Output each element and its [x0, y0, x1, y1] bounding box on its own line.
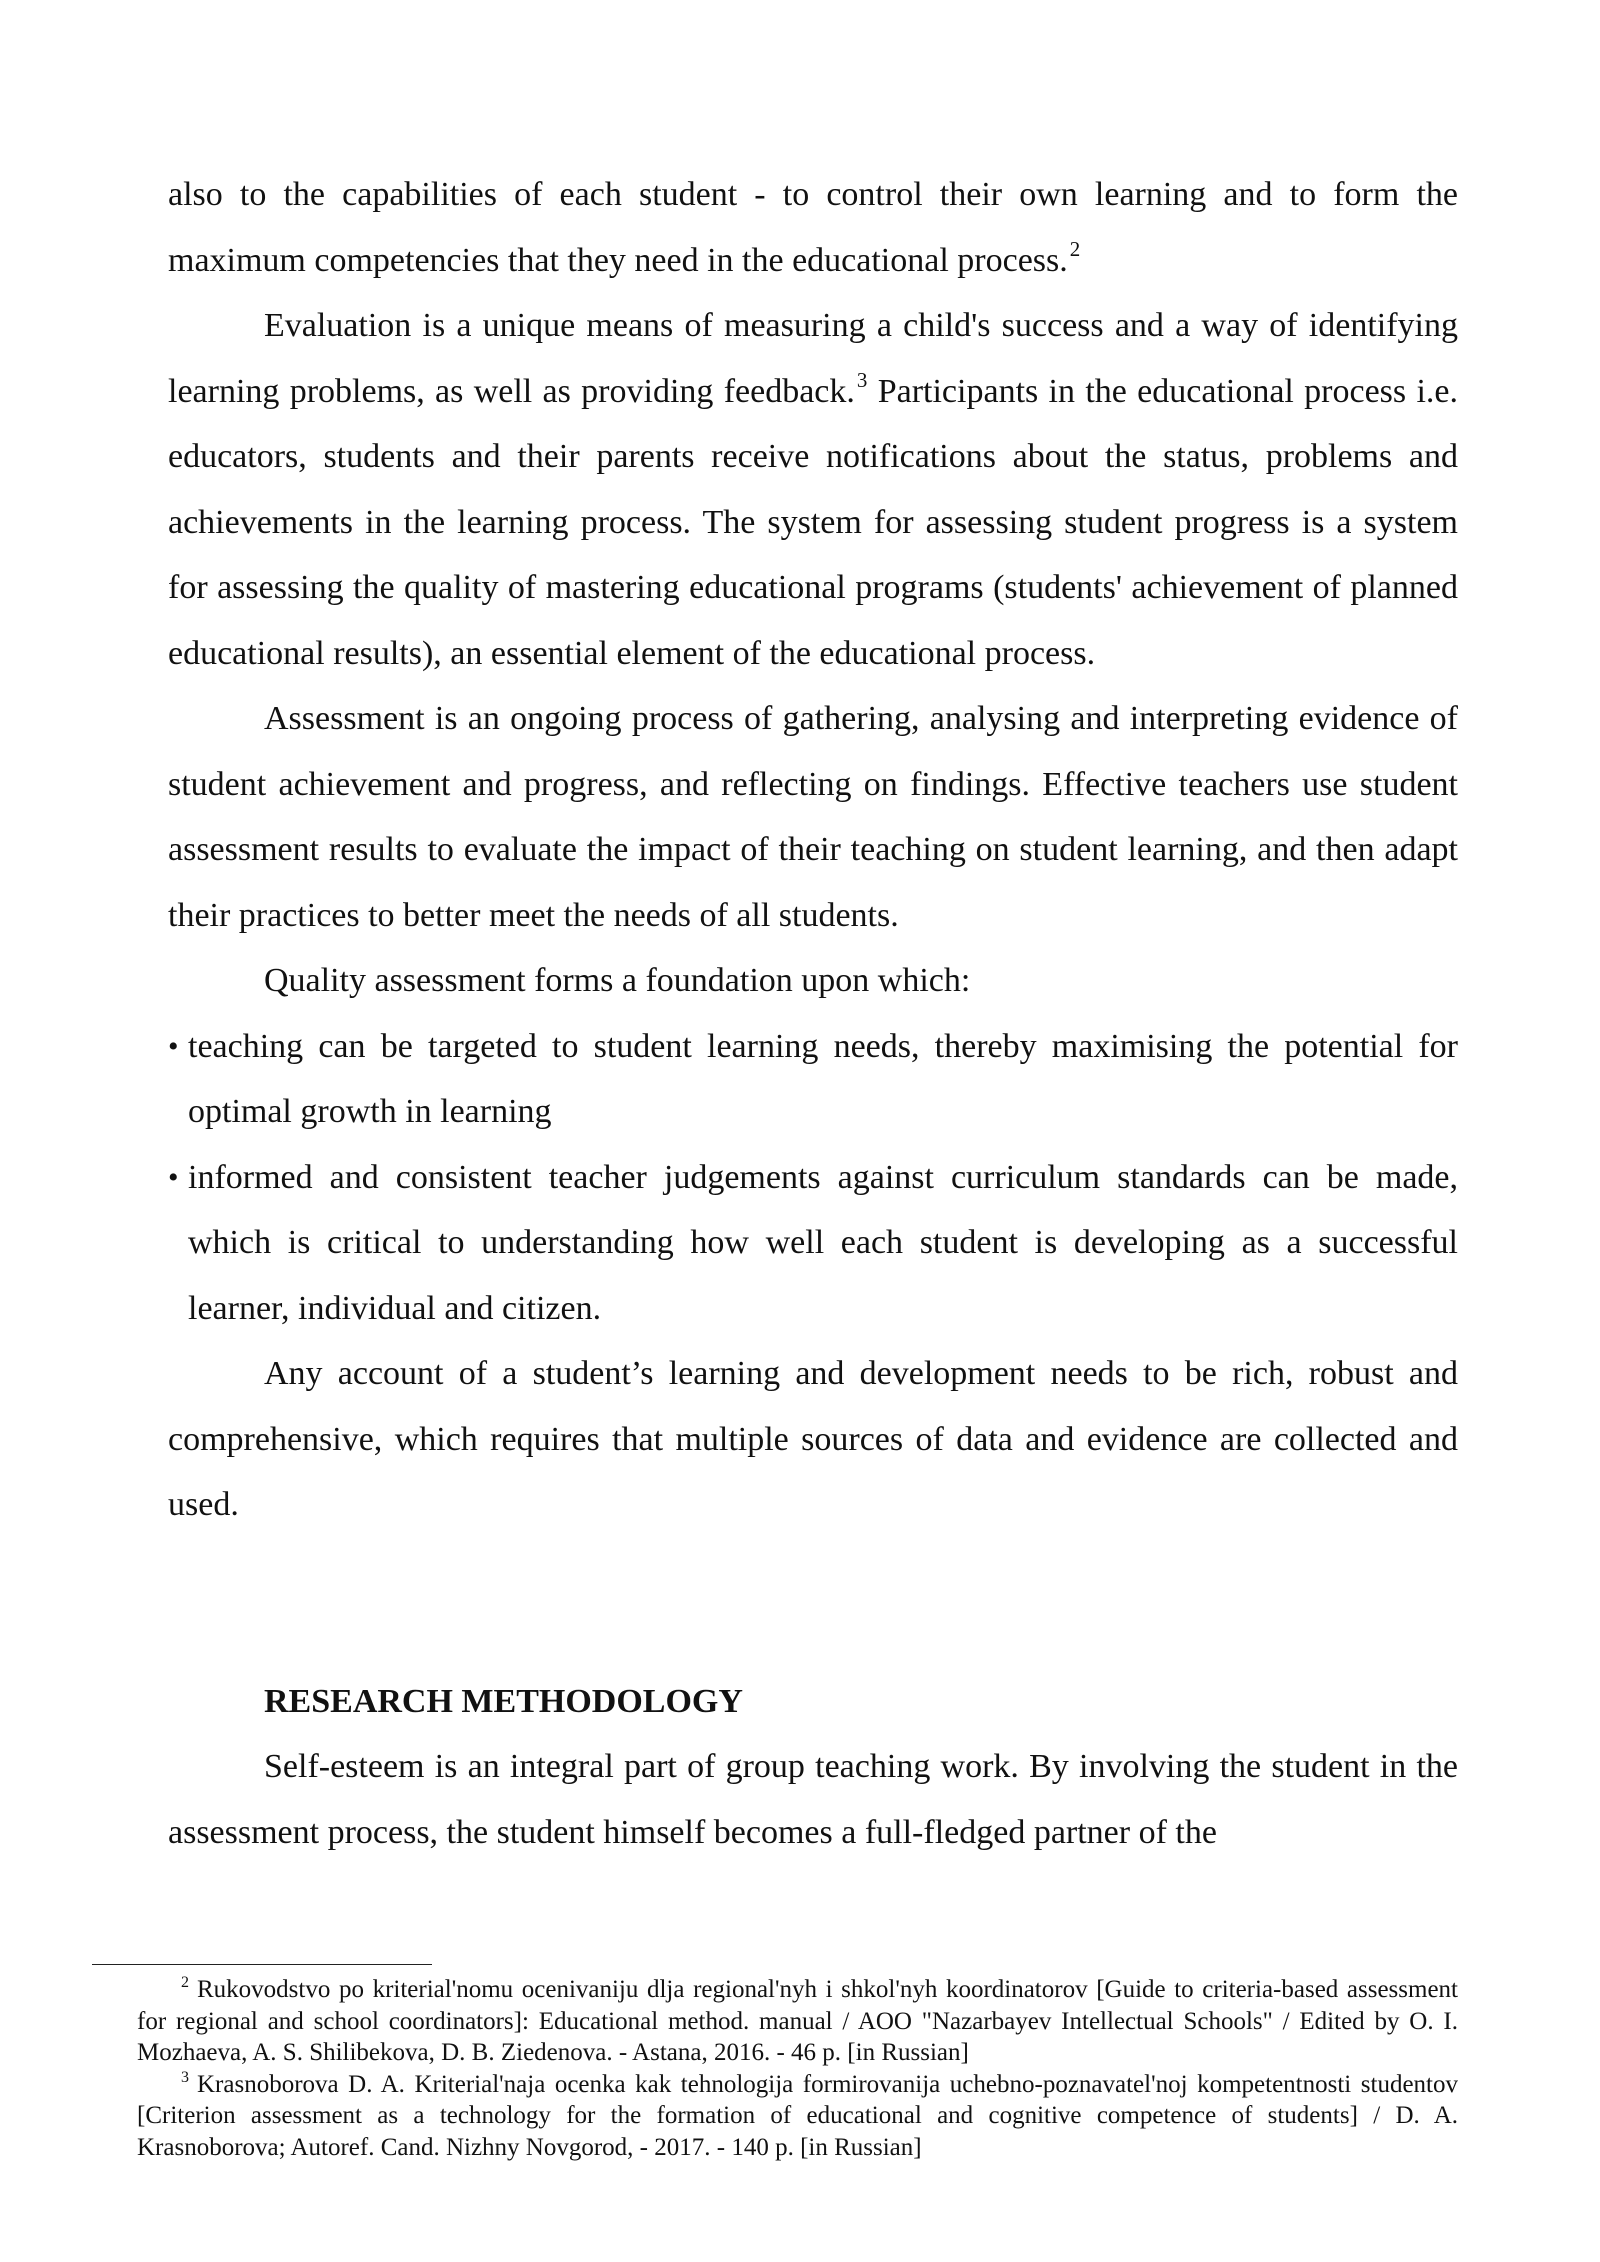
paragraph-evaluation — [168, 293, 1458, 686]
paragraph-text: also to the capabilities of each student - to control their own learning and to form the maximum competencies that they need in the educational process. — [168, 176, 1458, 279]
footnote — [137, 2069, 1458, 2164]
footnotes — [137, 1974, 1458, 2163]
paragraph-continuation — [168, 162, 1458, 293]
paragraph-assessment: Assessment is an ongoing process of gathering, analysing and interpreting evidence of student achievement and progress, and reflecting on findings. Effective teachers use student assessment results to evaluate the impact of their teaching on student learning, and then adapt their practices to better meet the needs of all students. — [168, 700, 1458, 934]
paragraph-quality-assessment: Quality assessment forms a foundation upon which: — [264, 962, 971, 999]
footnote-reference[interactable]: 2 — [1069, 236, 1081, 261]
list-item-text: informed and consistent teacher judgements against curriculum standards can be made, which is critical to understanding how well each student is developing as a successful learner, individual and citizen. — [188, 1158, 1458, 1327]
list-item — [168, 1145, 1458, 1342]
footnote — [137, 1974, 1458, 2069]
footnote-text: Rukovodstvo po kriterial'nomu ocenivaniju dlja regional'nyh i shkol'nyh koordinatorov [Guide to criteria-based assessment for regional and school coordinators]: Educational method. manual / AOO "Nazarbayev Intellectual Schools" / Edited by O. I. Mozhaeva, A. S. Shilibekova, D. B. Ziedenova. - Astana, 2016. - 46 p. [in Russian] — [137, 1976, 1458, 2066]
paragraph-account: Any account of a student’s learning and development needs to be rich, robust and comprehensive, which requires that multiple sources of data and evidence are collected and used. — [168, 1355, 1458, 1523]
bullet-list — [168, 1014, 1458, 1342]
footnote-reference[interactable]: 3 — [856, 367, 868, 392]
paragraph-text: Evaluation is a unique means of measuring a child's success and a way of identifying learning problems, as well as providing feedback. — [168, 307, 1458, 410]
footnote-number: 3 — [181, 2068, 189, 2086]
footnote-divider — [92, 1964, 432, 1965]
bullet-icon: • — [168, 1029, 179, 1063]
paragraph-text: Participants in the educational process i.e. educators, students and their parents receive notifications about the status, problems and achievements in the learning process. The system for assessing student progress is a system for assessing the quality of mastering educational programs (students' achievement of planned educational results), an essential element of the educational process. — [168, 372, 1458, 672]
footnote-number: 2 — [181, 1974, 189, 1991]
paragraph-self-esteem: Self-esteem is an integral part of group teaching work. By involving the student in the assessment process, the student himself becomes a full-fledged partner of the — [168, 1748, 1458, 1851]
section-heading: RESEARCH METHODOLOGY — [264, 1682, 743, 1720]
body-text — [168, 162, 1458, 1865]
list-item — [168, 1014, 1458, 1145]
footnote-text: Krasnoborova D. A. Kriterial'naja ocenka kak tehnologija formirovanija uchebno-poznavatel'noj kompetentnosti studentov [Criterion assessment as a technology for the formation of educational and cognitive competence of students] / D. A. Krasnoborova; Autoref. Cand. Nizhny Novgorod, - 2017. - 140 p. [in Russian] — [137, 2070, 1458, 2161]
bullet-icon: • — [168, 1160, 179, 1194]
list-item-text: teaching can be targeted to student learning needs, thereby maximising the potential for optimal growth in learning — [188, 1027, 1458, 1130]
